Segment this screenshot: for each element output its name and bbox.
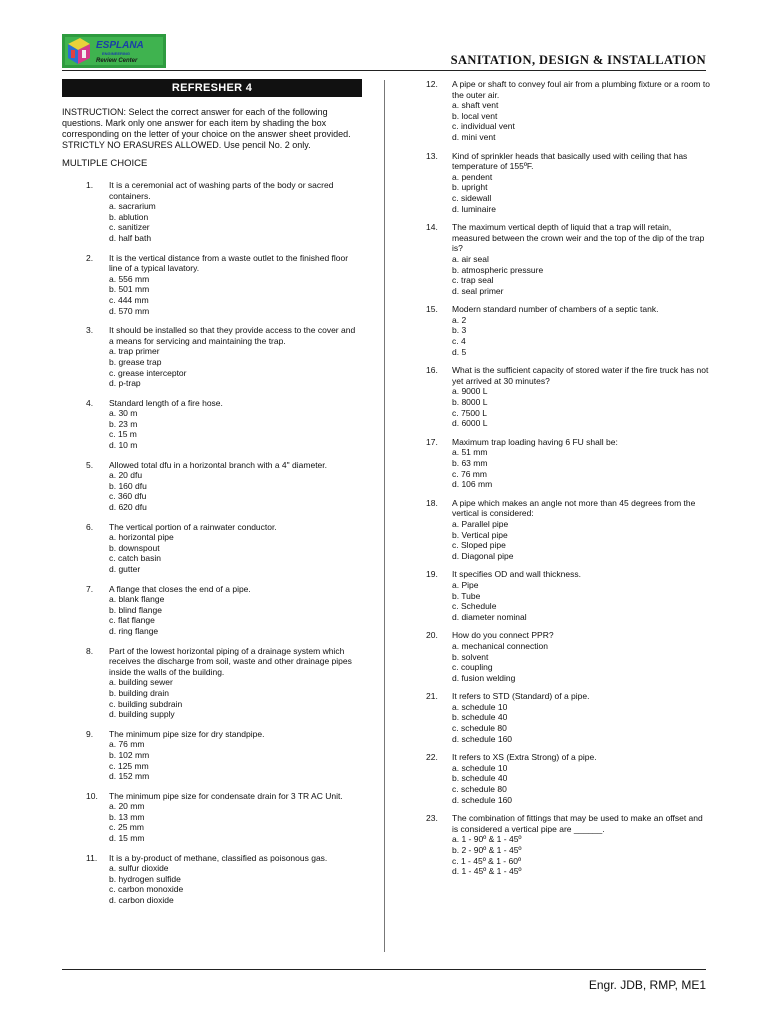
question-number: 4. [86,397,94,408]
question-number: 19. [426,569,438,580]
question-item [62,791,362,844]
question-item [426,79,711,143]
option: b. 8000 L [452,397,488,408]
question-item [426,691,711,744]
question-text: A pipe or shaft to convey foul air from a plumbing fixture or a room to the outer air. [452,79,710,100]
question-item [62,729,362,782]
question-number: 21. [426,691,438,702]
option: a. 51 mm [452,447,488,458]
question-text: It specifies OD and wall thickness. [452,569,581,580]
question-item [62,460,362,513]
option: a. sulfur dioxide [109,863,169,874]
question-number: 17. [426,436,438,447]
question-number: 1. [86,180,94,190]
option: b. upright [452,182,488,193]
option: b. building drain [109,687,170,698]
question-number: 11. [86,852,98,863]
esplana-logo [62,34,166,68]
question-item [426,569,711,622]
question-text: Allowed total dfu in a horizontal branch with a 4" diameter. [109,459,328,470]
option: a. shaft vent [452,100,499,111]
question-item [62,253,362,317]
option: b. 102 mm [109,749,150,760]
option: d. mini vent [452,131,496,142]
option: d. p-trap [109,378,141,389]
question-item [426,813,711,877]
question-number: 3. [86,325,94,336]
question-number: 22. [426,752,438,763]
option: c. catch basin [109,553,161,564]
question-text: It refers to XS (Extra Strong) of a pipe. [452,752,597,763]
question-text: The vertical portion of a rainwater conductor. [109,521,277,532]
option: a. 20 mm [109,801,145,812]
option: d. schedule 160 [452,733,513,744]
option: b. Tube [452,590,481,601]
questions-right-column [426,79,711,885]
option: a. 556 mm [109,273,150,284]
question-number: 10. [86,790,98,801]
option: c. 25 mm [109,822,144,833]
question-text: Part of the lowest horizontal piping of a drainage system which receives the discharge from soil, waste and other drainage pipes inside the walls of the building. [109,645,352,677]
option: a. 20 dfu [109,470,143,481]
option: d. 6000 L [452,418,488,429]
option: c. 4 [452,336,466,347]
option: a. 1 - 90º & 1 - 45º [452,834,522,845]
question-item [62,522,362,575]
option: d. 570 mm [109,305,150,316]
option: d. carbon dioxide [109,895,174,906]
question-item [62,584,362,637]
question-item [426,498,711,562]
footer-author: Engr. JDB, RMP, ME1 [588,978,706,992]
option: a. 9000 L [452,386,488,397]
option: d. luminaire [452,203,496,214]
option: d. building supply [109,709,175,720]
option: b. blind flange [109,604,162,615]
option: a. Pipe [452,579,479,590]
header-divider [62,70,706,71]
option: c. 1 - 45º & 1 - 60º [452,855,522,866]
question-number: 7. [86,583,94,594]
option: c. sidewall [452,192,492,203]
option: b. downspout [109,542,160,553]
option: a. 76 mm [109,739,145,750]
option: d. 10 m [109,440,138,451]
question-text: The minimum pipe size for dry standpipe. [109,728,265,739]
question-item [426,365,711,429]
question-text: What is the sufficient capacity of stored water if the fire truck has not yet arrived at 30 minutes? [452,365,709,386]
question-number: 16. [426,365,438,376]
option: d. diameter nominal [452,611,527,622]
question-number: 5. [86,459,94,470]
option: c. schedule 80 [452,784,507,795]
question-number: 9. [86,728,94,739]
question-number: 18. [426,497,438,508]
question-number: 2. [86,252,94,263]
option: d. 5 [452,346,467,357]
question-number: 14. [426,222,438,233]
option: c. 125 mm [109,760,149,771]
option: d. schedule 160 [452,794,513,805]
question-text: It is a by-product of methane, classified as poisonous gas. [109,852,328,863]
option: b. 3 [452,325,467,336]
question-item [62,325,362,389]
question-number: 8. [86,645,94,656]
option: c. Sloped pipe [452,540,506,551]
option: c. sanitizer [109,222,150,233]
option: a. schedule 10 [452,762,508,773]
question-item [62,853,362,906]
question-item [62,180,362,244]
section-label: MULTIPLE CHOICE [62,158,148,169]
option: a. sacrarium [109,201,156,212]
option: b. local vent [452,110,498,121]
refresher-banner: REFRESHER 4 [62,79,362,97]
question-number: 20. [426,630,438,641]
option: d. half bath [109,232,152,243]
column-divider [384,80,385,952]
question-number: 15. [426,304,438,315]
option: b. schedule 40 [452,773,508,784]
option: b. 2 - 90º & 1 - 45º [452,845,522,855]
question-text: It refers to STD (Standard) of a pipe. [452,691,590,702]
option: c. building subdrain [109,698,183,709]
question-text: It should be installed so that they provide access to the cover and a means for servicing and maintaining the trap. [109,325,356,346]
option: b. schedule 40 [452,712,508,723]
option: a. blank flange [109,594,165,605]
question-text: Maximum trap loading having 6 FU shall be: [452,436,618,447]
option: b. solvent [452,651,489,662]
question-item [426,630,711,683]
option: a. air seal [452,253,489,264]
question-text: The minimum pipe size for condensate drain for 3 TR AC Unit. [109,790,343,801]
option: b. atmospheric pressure [452,264,544,275]
option: c. 360 dfu [109,491,147,502]
option: b. grease trap [109,356,162,367]
question-text: A pipe which makes an angle not more than 45 degrees from the vertical is considered: [452,497,696,519]
option: b. 501 mm [109,284,150,295]
question-text: The maximum vertical depth of liquid that a trap will retain, measured between the crown weir and the top of the dip of the trap is? [452,222,705,254]
option: d. 106 mm [452,479,493,490]
question-number: 23. [426,813,438,824]
option: a. mechanical connection [452,640,548,651]
option: b. hydrogen sulfide [109,873,181,884]
instruction-text: INSTRUCTION: Select the correct answer for each of the following questions. Mark only one answer for each item by shading the box corresponding on the letter of your choice on the answer sheet provided. STRICTLY NO ERASURES ALLOWED. Use pencil No. 2 only. [62,107,351,150]
option: b. Vertical pipe [452,529,508,540]
option: a. Parallel pipe [452,518,509,529]
option: b. 13 mm [109,811,145,822]
question-item [426,437,711,490]
option: c. 76 mm [452,468,487,479]
option: b. ablution [109,211,149,222]
option: a. trap primer [109,346,160,357]
question-item [426,151,711,215]
footer-divider [62,969,706,970]
question-text: Standard length of a fire hose. [109,397,223,408]
option: c. schedule 80 [452,723,507,734]
option: c. trap seal [452,275,494,286]
option: c. individual vent [452,121,515,132]
option: d. 1 - 45º & 1 - 45º [452,866,522,877]
option: c. grease interceptor [109,367,187,378]
option: c. coupling [452,662,493,673]
option: b. 23 m [109,418,138,429]
option: c. Schedule [452,601,497,612]
logo-wordmark: ESPLANA [96,40,144,51]
question-text: The combination of fittings that may be used to make an offset and is considered a vertical pipe are ______. [452,813,703,834]
option: d. ring flange [109,625,159,636]
question-text: Modern standard number of chambers of a septic tank. [452,304,659,315]
option: c. 444 mm [109,294,149,305]
option: c. 15 m [109,429,137,440]
question-item [426,752,711,805]
question-text: A flange that closes the end of a pipe. [109,583,251,594]
option: b. 63 mm [452,458,488,468]
question-text: It is a ceremonial act of washing parts of the body or sacred containers. [109,180,334,201]
logo-engineering: ENGINEERING [102,51,131,56]
question-item [62,646,362,720]
question-item [426,222,711,296]
option: c. flat flange [109,615,155,626]
option: c. 7500 L [452,407,487,418]
question-text: How do you connect PPR? [452,630,554,641]
question-number: 13. [426,150,438,161]
question-text: Kind of sprinkler heads that basically used with ceiling that has temperature of 155ºF. [452,150,688,172]
option: b. 160 dfu [109,480,147,491]
option: d. 152 mm [109,771,150,782]
page-header-title: SANITATION, DESIGN & INSTALLATION [450,53,706,67]
option: d. seal primer [452,285,504,296]
option: a. horizontal pipe [109,532,174,543]
option: d. fusion welding [452,672,516,683]
option: d. 15 mm [109,833,145,844]
option: d. gutter [109,564,141,574]
question-item [426,304,711,357]
option: a. building sewer [109,677,173,688]
option: a. pendent [452,171,493,182]
option: a. 2 [452,314,467,325]
question-item [62,398,362,451]
option: d. 620 dfu [109,502,147,513]
option: d. Diagonal pipe [452,550,514,561]
option: a. schedule 10 [452,701,508,712]
questions-left-column [62,180,362,915]
option: c. carbon monoxide [109,884,184,895]
logo-review-center: Review Center [96,58,138,64]
question-number: 12. [426,79,438,89]
question-text: It is the vertical distance from a waste outlet to the finished floor line of a typical lavatory. [109,252,349,274]
question-number: 6. [86,521,94,532]
option: a. 30 m [109,408,138,419]
